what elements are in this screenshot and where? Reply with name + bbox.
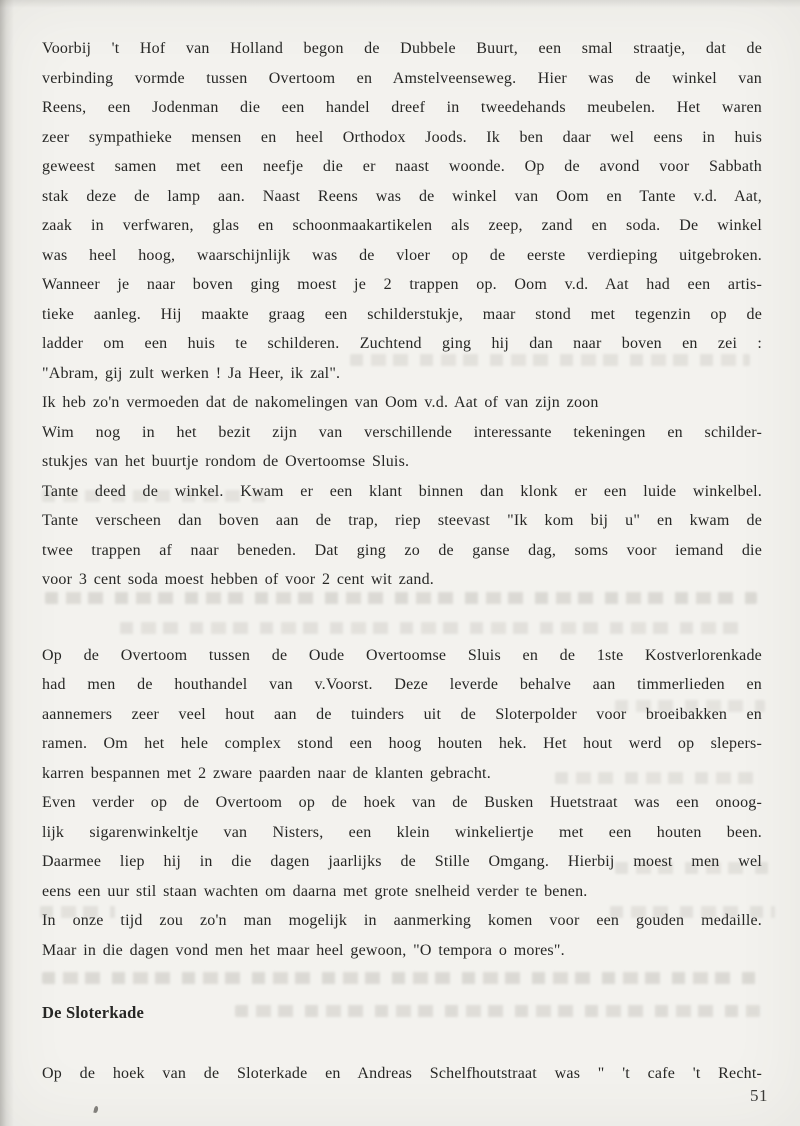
text-line: verbinding vormde tussen Overtoom en Amstelveenseweg. Hier was de winkel van	[42, 69, 762, 87]
scan-edge-shadow	[0, 0, 14, 1126]
paragraph	[42, 641, 762, 966]
text-line: geweest samen met een neefje die er naast woonde. Op de avond voor Sabbath	[42, 158, 762, 175]
text-line: Wanneer je naar boven ging moest je 2 trappen op. Oom v.d. Aat had een artis-	[42, 276, 762, 293]
scan-top-shadow	[0, 0, 800, 8]
text-line: voor 3 cent soda moest hebben of voor 2 cent wit zand.	[42, 571, 434, 588]
page-number: 51	[750, 1086, 768, 1105]
text-line: aannemers zeer veel hout aan de tuinders uit de Sloterpolder voor broeibakken en	[42, 705, 762, 723]
text-line: was heel hoog, waarschijnlijk was de vloer op de eerste verdieping uitgebroken.	[42, 246, 762, 264]
text-line: stukjes van het buurtje rondom de Overtoomse Sluis.	[42, 453, 410, 470]
text-line: Op de hoek van de Sloterkade en Andreas Schelfhoutstraat was " 't cafe 't Recht-	[42, 1064, 762, 1082]
text-line: zaak in verfwaren, glas en schoonmaakartikelen als zeep, zand en soda. De winkel	[42, 217, 762, 234]
text-line: Reens, een Jodenman die een handel dreef in tweedehands meubelen. Het waren	[42, 99, 762, 116]
body-text	[42, 34, 762, 1088]
paragraph	[42, 1059, 762, 1089]
text-line: Tante deed de winkel. Kwam er een klant binnen dan klonk er een luide winkelbel.	[42, 482, 762, 500]
text-line: Daarmee liep hij in die dagen jaarlijks de Stille Omgang. Hierbij moest men wel	[42, 853, 762, 870]
text-line: karren bespannen met 2 zware paarden naar de klanten gebracht.	[42, 764, 491, 782]
text-line: Wim nog in het bezit zijn van verschillende interessante tekeningen en schilder-	[42, 423, 762, 441]
text-line: lijk sigarenwinkeltje van Nisters, een klein winkeliertje met een houten been.	[42, 823, 762, 841]
text-line: stak deze de lamp aan. Naast Reens was de winkel van Oom en Tante v.d. Aat,	[42, 187, 762, 205]
paragraph	[42, 388, 762, 595]
text-line: "Abram, gij zult werken ! Ja Heer, ik zal".	[42, 364, 341, 382]
text-line: Maar in die dagen vond men het maar heel gewoon, "O tempora o mores".	[42, 941, 565, 959]
text-line: Voorbij 't Hof van Holland begon de Dubbele Buurt, een smal straatje, dat de	[42, 40, 762, 57]
text-line: tieke aanleg. Hij maakte graag een schilderstukje, maar stond met tegenzin op de	[42, 305, 762, 323]
text-line: eens een uur stil staan wachten om daarna met grote snelheid verder te benen.	[42, 882, 588, 900]
text-line: zeer sympathieke mensen en heel Orthodox Joods. Ik ben daar wel eens in huis	[42, 128, 762, 146]
text-line: Tante verscheen dan boven aan de trap, riep steevast "Ik kom bij u" en kwam de	[42, 512, 762, 529]
text-line: In onze tijd zou zo'n man mogelijk in aanmerking komen voor een gouden medaille.	[42, 912, 762, 929]
scan-speck	[93, 1106, 98, 1114]
paragraph	[42, 34, 762, 388]
text-line: had men de houthandel van v.Voorst. Deze leverde behalve aan timmerlieden en	[42, 676, 762, 693]
section-heading: De Sloterkade	[42, 1003, 145, 1022]
text-line: Op de Overtoom tussen de Oude Overtoomse Sluis en de 1ste Kostverlorenkade	[42, 646, 762, 664]
text-line: ramen. Om het hele complex stond een hoog houten hek. Het hout werd op slepers-	[42, 735, 762, 752]
text-line: Even verder op de Overtoom op de hoek van de Busken Huetstraat was een onoog-	[42, 794, 762, 811]
text-line: twee trappen af naar beneden. Dat ging zo de ganse dag, soms voor iemand die	[42, 541, 762, 559]
text-line: Ik heb zo'n vermoeden dat de nakomelingen van Oom v.d. Aat of van zijn zoon	[42, 394, 599, 411]
text-line: ladder om een huis te schilderen. Zuchtend ging hij dan naar boven en zei :	[42, 335, 762, 352]
